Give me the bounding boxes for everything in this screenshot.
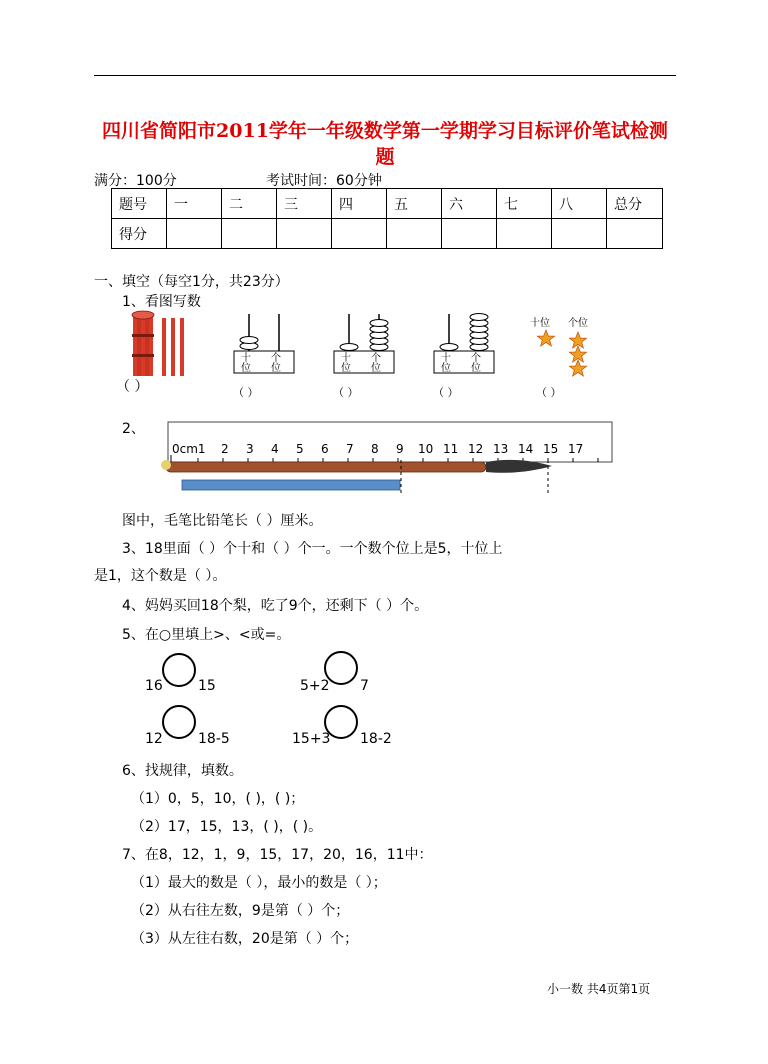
tens-place-label: 十 位 (341, 353, 351, 374)
score-header-cell: 一 (167, 189, 222, 219)
pencil-body (182, 480, 400, 490)
q5-right-value: 18-5 (198, 731, 230, 747)
q5-left-value: 5+2 (300, 678, 330, 694)
ruler-label: 10 (418, 442, 434, 456)
star-icon (569, 360, 586, 376)
page-title: 四川省简阳市2011学年一年级数学第一学期学习目标评价笔试检测题 (102, 120, 668, 168)
score-header-cell: 总分 (607, 189, 663, 219)
q5-right-value: 7 (360, 678, 369, 694)
score-table-score-row (112, 219, 663, 249)
ruler-label: 7 (346, 442, 354, 456)
q3-line2: 是1，这个数是（ ）。 (94, 568, 227, 584)
score-header-cell: 五 (387, 189, 442, 219)
score-header-cell: 七 (497, 189, 552, 219)
q2-text: 图中，毛笔比铅笔长（ ）厘米。 (122, 513, 323, 529)
ruler-label: 2 (221, 442, 229, 456)
score-cell[interactable] (277, 219, 332, 249)
star-chart (536, 328, 596, 380)
brush-shaft (166, 462, 486, 472)
single-stick (171, 318, 175, 376)
q5-label: 5、在○里填上>、<或=。 (122, 627, 291, 643)
compare-circle[interactable] (162, 653, 196, 687)
score-header-cell: 题号 (112, 189, 167, 219)
q6-label: 6、找规律，填数。 (122, 763, 243, 779)
q1-label: 1、看图写数 (122, 294, 201, 310)
score-cell[interactable] (167, 219, 222, 249)
q7-label: 7、在8，12，1，9，15，17，20，16，11中： (122, 847, 433, 863)
score-header-cell: 八 (552, 189, 607, 219)
abacus-2-answer[interactable]: （ ） (333, 386, 359, 399)
compare-circle[interactable] (162, 705, 196, 739)
ruler-label: 5 (296, 442, 304, 456)
ones-place-label: 个 位 (471, 353, 481, 374)
score-cell[interactable] (497, 219, 552, 249)
abacus-1-answer[interactable]: （ ） (233, 386, 259, 399)
single-stick (180, 318, 184, 376)
compare-circle[interactable] (324, 651, 358, 685)
score-header-cell: 二 (222, 189, 277, 219)
ones-place-label: 个 位 (371, 353, 381, 374)
star-tens-label: 十位 (530, 318, 550, 329)
tens-place-label: 十 位 (241, 353, 251, 374)
section1-heading: 一、填空（每空1分，共23分） (94, 274, 289, 290)
ruler-label: 13 (493, 442, 509, 456)
q6-part2: （2）17，15，13，( )，( )。 (131, 819, 323, 835)
q5-right-value: 15 (198, 678, 216, 694)
q7-part3: （3）从左往右数，20是第（ ）个； (131, 931, 359, 947)
score-header-cell: 四 (332, 189, 387, 219)
compare-circle[interactable] (324, 705, 358, 739)
full-score: 满分：100分 (94, 173, 177, 189)
score-header-cell: 三 (277, 189, 332, 219)
q7-part2: （2）从右往左数，9是第（ ）个； (131, 903, 350, 919)
q1-answer-blank[interactable]: （ ） (116, 379, 149, 395)
q4-text: 4、妈妈买回18个梨，吃了9个，还剩下（ ）个。 (122, 598, 429, 614)
score-row-label: 得分 (112, 219, 167, 249)
score-table (111, 188, 663, 249)
sticks-illustration (130, 310, 194, 380)
brush-end (161, 460, 171, 470)
ruler-label: 15 (543, 442, 559, 456)
score-table-header-row (112, 189, 663, 219)
abacus-3-answer[interactable]: （ ） (433, 386, 459, 399)
ruler-label: 0cm1 (172, 442, 206, 456)
score-cell[interactable] (552, 219, 607, 249)
ruler-label: 4 (271, 442, 279, 456)
q7-part1: （1）最大的数是（ ），最小的数是（ ）； (131, 875, 387, 891)
ruler-label: 14 (518, 442, 534, 456)
q6-part1: （1）0，5，10，( )，( )； (131, 791, 305, 807)
ruler-label: 12 (468, 442, 484, 456)
q2-label: 2、 (122, 421, 145, 437)
q5-left-value: 15+3 (292, 731, 331, 747)
tens-place-label: 十 位 (441, 353, 451, 374)
star-icon (537, 330, 554, 346)
star-ones-label: 个位 (568, 318, 588, 329)
q5-left-value: 12 (145, 731, 163, 747)
top-rule (94, 75, 676, 76)
q5-left-value: 16 (145, 678, 163, 694)
ruler-label: 3 (246, 442, 254, 456)
exam-time: 考试时间：60分钟 (266, 173, 382, 189)
q5-right-value: 18-2 (360, 731, 392, 747)
score-cell[interactable] (607, 219, 663, 249)
ruler-label: 9 (396, 442, 404, 456)
stick-bundle (132, 311, 154, 376)
score-cell[interactable] (442, 219, 497, 249)
ruler-label: 8 (371, 442, 379, 456)
score-cell[interactable] (332, 219, 387, 249)
score-cell[interactable] (222, 219, 277, 249)
ruler-label: 17 (568, 442, 584, 456)
ruler-label: 6 (321, 442, 329, 456)
ruler-label: 11 (443, 442, 459, 456)
star-answer[interactable]: （ ） (536, 386, 562, 399)
ruler-figure (160, 420, 615, 496)
q3-line1: 3、18里面（ ）个十和（ ）个一。一个数个位上是5，十位上 (122, 541, 503, 557)
ones-place-label: 个 位 (271, 353, 281, 374)
score-cell[interactable] (387, 219, 442, 249)
score-header-cell: 六 (442, 189, 497, 219)
page-footer: 小一数 共4页第1页 (547, 982, 651, 996)
single-stick (162, 318, 166, 376)
